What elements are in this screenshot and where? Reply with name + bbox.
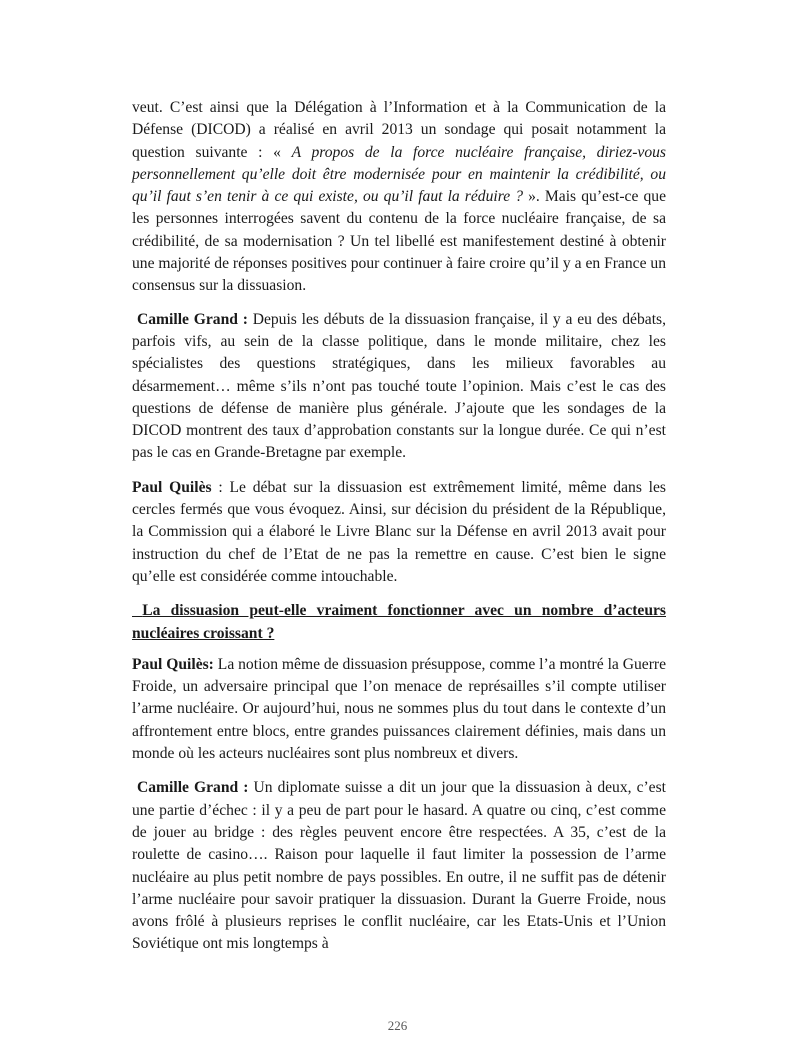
speaker-name: Paul Quilès bbox=[132, 478, 212, 496]
paragraph-text: Depuis les débuts de la dissuasion française, il y a eu des débats, parfois vifs, au sein de la classe politique, dans le monde militaire, chez les spécialistes des questions stratégiques, dans les milieux favorables au désarmement… même s’ils n’ont pas touché toute l’opinion. Mais c’est le cas des questions de défense de manière plus générale. J’ajoute que les sondages de la DICOD montrent des taux d’approbation constants sur la longue durée. Ce qui n’est pas le cas en Grande-Bretagne par exemple. bbox=[132, 310, 666, 462]
paragraph-text: : Le débat sur la dissuasion est extrêmement limité, même dans les cercles fermés que vous évoquez. Ainsi, sur décision du président de la République, la Commission qui a élaboré le Livre Blanc sur la Défense en avril 2013 avait pour instruction du chef de l’Etat de ne pas la remettre en cause. C’est bien le signe qu’elle est considérée comme intouchable. bbox=[132, 478, 667, 585]
speaker-name: Camille Grand : bbox=[137, 310, 248, 328]
paragraph-text: Un diplomate suisse a dit un jour que la dissuasion à deux, c’est une partie d’échec : il y a peu de part pour le hasard. A quatre ou cinq, c’est comme de jouer au bridge : des règles peuvent encore être respectées. A 35, c’est de la roulette de casino…. Raison pour laquelle il faut limiter la possession de l’arme nucléaire au plus petit nombre de pays possibles. En outre, il ne suffit pas de détenir l’arme nucléaire pour savoir pratiquer la dissuasion. Durant la Guerre Froide, nous avons frôlé à plusieurs reprises le conflit nucléaire, car les Etats-Unis et l’Union Soviétique ont mis longtemps à bbox=[132, 779, 667, 953]
document-body bbox=[132, 97, 666, 968]
speaker-name: Paul Quilès: bbox=[132, 655, 214, 673]
paragraph-text: La notion même de dissuasion présuppose, comme l’a montré la Guerre Froide, un adversaire principal que l’on menace de représailles s’il compte utiliser l’arme nucléaire. Or aujourd’hui, nous ne sommes plus du tout dans le contexte d’un affrontement entre blocs, entre grandes puissances clairement définies, mais dans un monde où les acteurs nucléaires sont plus nombreux et divers. bbox=[132, 655, 667, 763]
section-heading-text: La dissuasion peut-elle vraiment fonctionner avec un nombre d’acteurs nucléaires croissant ? bbox=[132, 602, 666, 642]
survey-question-quote: A propos de la force nucléaire française, diriez-vous personnellement qu’elle doit être modernisée pour en maintenir la crédibilité, ou qu’il faut s’en tenir à ce qui existe, ou qu’il faut la réduire ? bbox=[132, 143, 666, 206]
paragraph-text: ». Mais qu’est-ce que les personnes interrogées savent du contenu de la force nucléaire française, de sa crédibilité, de sa modernisation ? Un tel libellé est manifestement destiné à obtenir une majorité de réponses positives pour continuer à faire croire qu’il y a en France un consensus sur la dissuasion. bbox=[132, 188, 666, 295]
section-heading bbox=[132, 600, 666, 645]
paragraph-text: veut. C’est ainsi que la Délégation à l’Information et à la Communication de la Défense (DICOD) a réalisé en avril 2013 un sondage qui posait notamment la question suivante : « bbox=[132, 99, 666, 161]
speaker-name: Camille Grand : bbox=[137, 779, 249, 797]
paragraph-camille-grand-1 bbox=[132, 309, 666, 465]
paragraph-camille-grand-2 bbox=[132, 777, 666, 955]
paragraph-dicod-survey bbox=[132, 97, 666, 298]
paragraph-paul-quiles-2 bbox=[132, 654, 666, 765]
paragraph-paul-quiles-1 bbox=[132, 477, 666, 588]
page-number: 226 bbox=[387, 1018, 408, 1033]
